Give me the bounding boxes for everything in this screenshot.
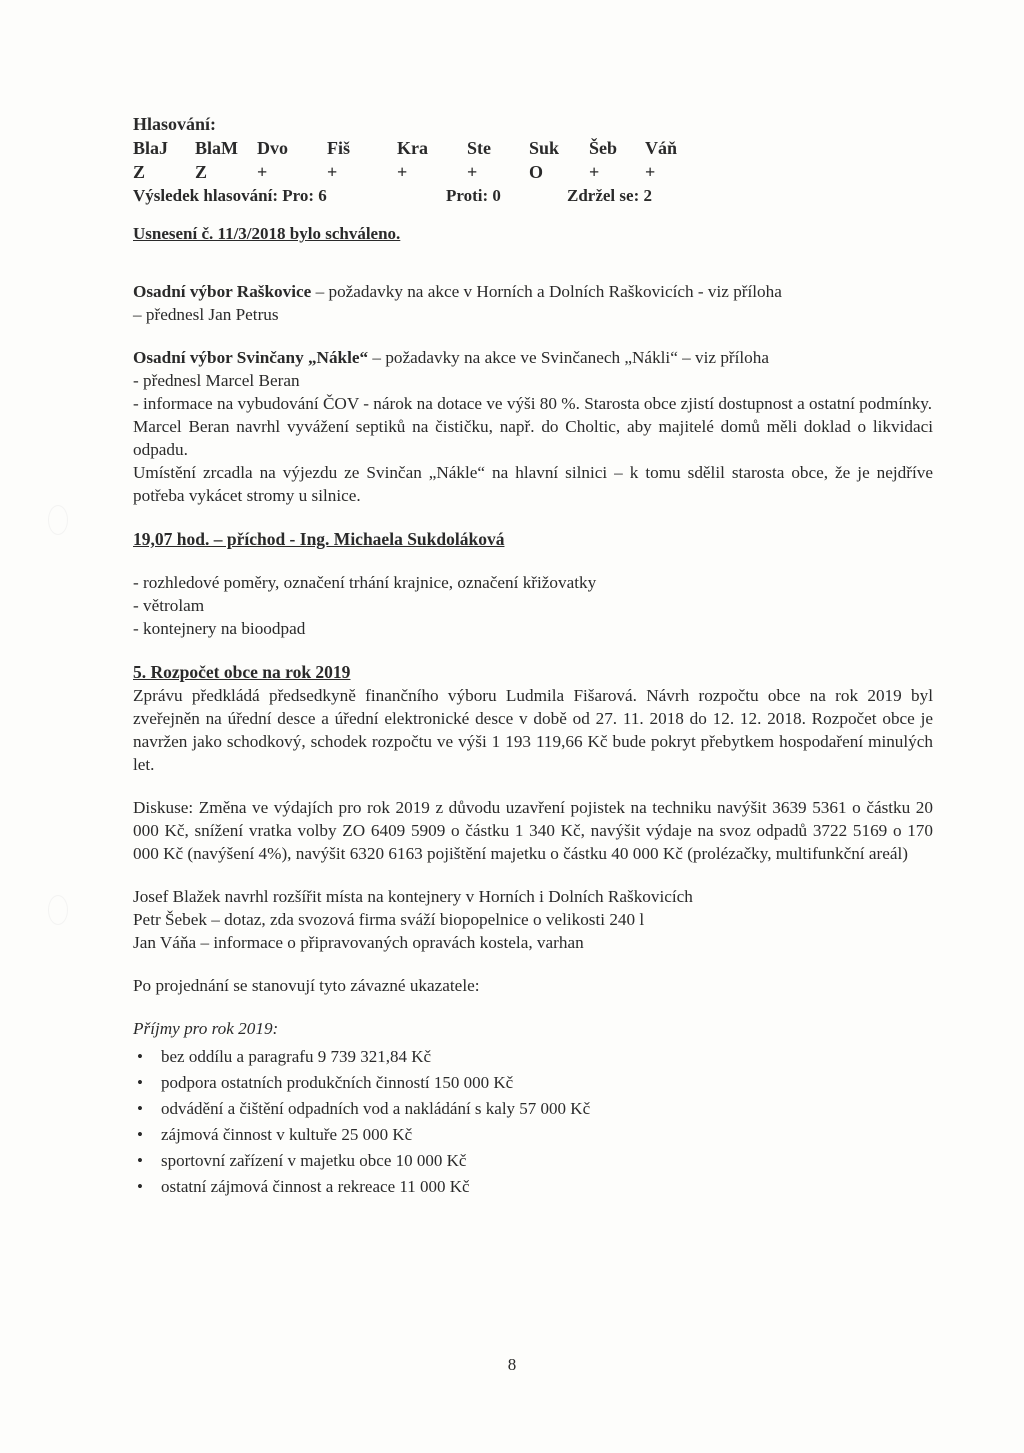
vote-value: + [589, 162, 600, 182]
budget-paragraph: Zprávu předkládá předsedkyně finančního výboru Ludmila Fišarová. Návrh rozpočtu obce na rok 2019 byl zveřejněn na úřední desce a úřední elektronické desce v době od 27. 11. 2018 do 12. 12. 2018. Rozpočet obce je navržen jako schodkový, schodek rozpočtu ve výši 1 193 119,66 Kč bude pokryt přebytkem hospodaření minulých let. [133, 686, 933, 774]
indicators-intro: Po projednání se stanovují tyto závazné ukazatele: [133, 976, 480, 995]
vote-member: BlaM [195, 138, 238, 158]
vote-member: Šeb [589, 138, 618, 158]
page-number: 8 [507, 1355, 517, 1374]
arrival-item: - větrolam [133, 596, 205, 615]
vote-value: Z [133, 162, 146, 182]
raskovice-title: Osadní výbor Raškovice [133, 282, 312, 301]
vote-member: Suk [529, 138, 560, 158]
vote-heading: Hlasování: [133, 114, 217, 134]
scan-hole-mark [48, 505, 68, 535]
svincany-title: Osadní výbor Svinčany „Nákle“ [133, 348, 369, 367]
scan-hole-mark [48, 895, 68, 925]
svincany-presenter: - přednesl Marcel Beran [133, 371, 300, 390]
vote-value: + [257, 162, 268, 182]
vote-value: + [467, 162, 478, 182]
vote-member: Fiš [327, 138, 351, 158]
vote-result-for: Výsledek hlasování: Pro: 6 [133, 186, 327, 205]
vote-value: + [645, 162, 656, 182]
income-item: • zájmová činnost v kultuře 25 000 Kč [161, 1122, 933, 1148]
budget-remark: Petr Šebek – dotaz, zda svozová firma sváží biopopelnice o velikosti 240 l [133, 910, 645, 929]
vote-result-row [133, 184, 933, 208]
document-page [133, 112, 933, 1200]
vote-value: Z [195, 162, 208, 182]
raskovice-presenter: – přednesl Jan Petrus [133, 305, 279, 324]
vote-result-abstain: Zdržel se: 2 [567, 186, 652, 205]
svincany-paragraph: Umístění zrcadla na výjezdu ze Svinčan „Nákle“ na hlavní silnici – k tomu sdělil starosta obce, že je nejdříve potřeba vykácet stromy u silnice. [133, 463, 933, 505]
svincany-paragraph: Marcel Beran navrhl vyvážení septiků na čističku, např. do Choltic, aby majitelé domů měli doklad o likvidaci odpadu. [133, 417, 933, 459]
budget-heading: 5. Rozpočet obce na rok 2019 [133, 662, 351, 682]
budget-discussion: Diskuse: Změna ve výdajích pro rok 2019 z důvodu uzavření pojistek na techniku navýšit 3639 5361 o částku 20 000 Kč, snížení vratka volby ZO 6409 5909 o částku 1 340 Kč, navýšit výdaje na svoz odpadů 3722 5169 o 170 000 Kč (navýšení 4%), navýšit 6320 6163 pojištění majetku o částku 40 000 Kč (prolézačky, multifunkční areál) [133, 798, 933, 863]
income-list [133, 1044, 933, 1200]
vote-member: Kra [397, 138, 428, 158]
vote-values-row [133, 160, 933, 184]
vote-member: Váň [645, 138, 678, 158]
budget-remark: Jan Váňa – informace o připravovaných opravách kostela, varhan [133, 933, 584, 952]
income-heading: Příjmy pro rok 2019: [133, 1019, 279, 1038]
income-item: • odvádění a čištění odpadních vod a nakládání s kaly 57 000 Kč [161, 1096, 933, 1122]
arrival-heading: 19,07 hod. – příchod - Ing. Michaela Sukdoláková [133, 529, 505, 549]
vote-members-row [133, 136, 933, 160]
vote-member: BlaJ [133, 138, 169, 158]
vote-value: + [327, 162, 338, 182]
income-item: • sportovní zařízení v majetku obce 10 000 Kč [161, 1148, 933, 1174]
svincany-paragraph: - informace na vybudování ČOV - nárok na dotace ve výši 80 %. Starosta obce zjistí dostupnost a ostatní podmínky. [133, 394, 933, 413]
vote-member: Dvo [257, 138, 288, 158]
income-item: • bez oddílu a paragrafu 9 739 321,84 Kč [161, 1044, 933, 1070]
vote-member: Ste [467, 138, 491, 158]
svincany-line [133, 346, 933, 369]
arrival-item: - kontejnery na bioodpad [133, 619, 306, 638]
raskovice-line [133, 280, 933, 303]
resolution-approved: Usnesení č. 11/3/2018 bylo schváleno. [133, 224, 401, 243]
arrival-item: - rozhledové poměry, označení trhání krajnice, označení křižovatky [133, 573, 597, 592]
svincany-text: – požadavky na akce ve Svinčanech „Nákli“ – viz příloha [368, 348, 770, 367]
income-item: • podpora ostatních produkčních činností 150 000 Kč [161, 1070, 933, 1096]
raskovice-text: – požadavky na akce v Horních a Dolních Raškovicích - viz příloha [311, 282, 782, 301]
vote-result-against: Proti: 0 [446, 186, 501, 205]
budget-remark: Josef Blažek navrhl rozšířit místa na kontejnery v Horních i Dolních Raškovicích [133, 887, 693, 906]
vote-value: O [529, 162, 544, 182]
income-item: • ostatní zájmová činnost a rekreace 11 000 Kč [161, 1174, 933, 1200]
vote-value: + [397, 162, 408, 182]
